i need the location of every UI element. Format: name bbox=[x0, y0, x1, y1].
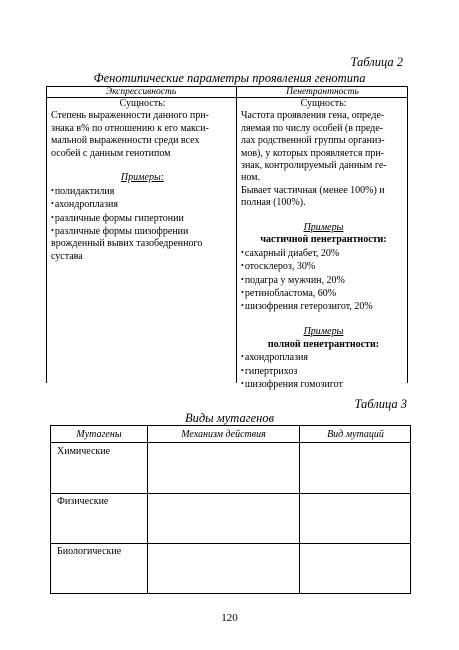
partial-example-item: • ретинобластома, 60% bbox=[241, 287, 406, 300]
full-examples-subheading: полной пенетрантности: bbox=[267, 338, 380, 350]
table3-row-rule bbox=[51, 493, 410, 494]
essence-line: Частота проявления гена, опреде- bbox=[241, 110, 385, 122]
example-item: • различные формы шизофрении bbox=[51, 225, 234, 238]
partial-example-item: • подагра у мужчин, 20% bbox=[241, 274, 406, 287]
example-item: • ахондроплазия bbox=[51, 198, 234, 211]
table3-col-divider bbox=[147, 426, 148, 593]
partial-example-item: • отосклероз, 30% bbox=[241, 260, 406, 273]
table2-title: Фенотипические параметры проявления генотипа bbox=[93, 71, 366, 85]
essence-line: полная (100%). bbox=[241, 197, 306, 209]
examples-heading: Примеры: bbox=[120, 172, 165, 184]
row-label-physical: Физические bbox=[57, 496, 109, 507]
essence-line: мальной выраженности среди всех bbox=[51, 135, 200, 147]
full-example-item: • гипертрихоз bbox=[241, 365, 406, 378]
full-examples-heading: Примеры bbox=[303, 326, 344, 338]
example-item: • полидактилия bbox=[51, 185, 234, 198]
partial-examples-subheading: частичной пенетрантности: bbox=[260, 234, 387, 246]
essence-line: мов), у которых проявляется при- bbox=[241, 147, 384, 159]
essence-line: знака в% по отношению к его макси- bbox=[51, 122, 209, 134]
table3-title: Виды мутагенов bbox=[184, 411, 275, 425]
table3 bbox=[50, 425, 411, 594]
column-header-mechanism: Механизм действия bbox=[181, 429, 266, 440]
example-item: • различные формы гипертонии bbox=[51, 212, 234, 225]
table3-header-rule bbox=[51, 442, 410, 443]
column-header-mutation-type: Вид мутаций bbox=[327, 429, 384, 440]
row-label-biological: Биологические bbox=[57, 546, 122, 557]
partial-examples-heading: Примеры bbox=[303, 222, 344, 234]
essence-line: Бывает частичная (менее 100%) и bbox=[241, 184, 385, 196]
table3-label: Таблица 3 bbox=[354, 397, 407, 411]
example-extra-line: врожденный вывих тазобедренного bbox=[51, 238, 203, 250]
table2-divider bbox=[236, 87, 237, 383]
table3-row-rule bbox=[51, 543, 410, 544]
essence-line: знак, контролируемый данным ге- bbox=[241, 160, 387, 172]
essence-heading: Сущность: bbox=[300, 98, 347, 109]
table2-left-border bbox=[46, 87, 47, 383]
table3-col-divider bbox=[299, 426, 300, 593]
penetrance-cell bbox=[241, 98, 406, 391]
full-example-item: • шизофрения гомозигот bbox=[241, 378, 406, 391]
partial-example-item: • сахарный диабет, 20% bbox=[241, 247, 406, 260]
essence-line: лах родственной группы организ- bbox=[241, 135, 385, 147]
partial-example-item: • шизофрения гетерозигот, 20% bbox=[241, 300, 406, 313]
table2 bbox=[46, 86, 408, 390]
full-example-item: • ахондроплазия bbox=[241, 351, 406, 364]
essence-line: особей с данным генотипом bbox=[51, 147, 171, 159]
expressivity-cell bbox=[51, 98, 234, 263]
essence-line: Степень выраженности данного при- bbox=[51, 110, 209, 122]
example-extra-line: сустава bbox=[51, 250, 83, 262]
table2-label: Таблица 2 bbox=[350, 55, 403, 69]
table2-right-border bbox=[407, 87, 408, 383]
essence-line: ном. bbox=[241, 172, 260, 184]
row-label-chemical: Химические bbox=[57, 446, 111, 457]
essence-line: ляемая по числу особей (в преде- bbox=[241, 122, 383, 134]
page-number: 120 bbox=[221, 612, 238, 624]
column-header-penetrance: Пенетрантность bbox=[286, 87, 359, 97]
column-header-mutagens: Мутагены bbox=[76, 429, 122, 440]
essence-heading: Сущность: bbox=[119, 98, 166, 109]
column-header-expressivity: Экспрессивность bbox=[105, 87, 177, 97]
